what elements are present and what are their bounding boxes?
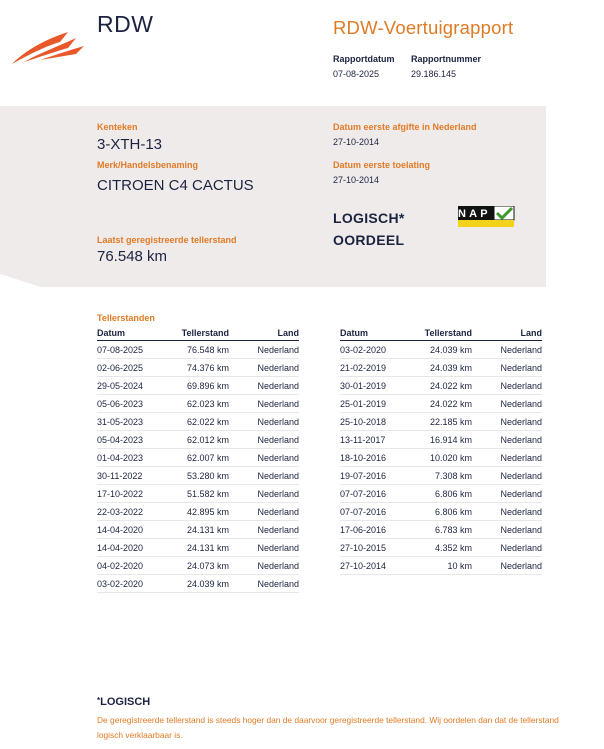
table-row <box>97 576 299 593</box>
vehicle-summary-band <box>0 106 546 287</box>
row-reading: 24.073 km <box>186 561 229 571</box>
row-reading: 4.352 km <box>434 543 472 553</box>
table-row <box>97 504 299 521</box>
row-country: Nederland <box>257 381 299 391</box>
row-country: Nederland <box>257 507 299 517</box>
table-row <box>97 360 299 377</box>
row-country: Nederland <box>500 453 542 463</box>
row-date: 07-08-2025 <box>97 345 144 355</box>
row-date: 04-02-2020 <box>97 561 144 571</box>
row-date: 27-10-2015 <box>340 543 387 553</box>
row-reading: 6.806 km <box>434 489 472 499</box>
footnote-title-text: LOGISCH <box>100 696 151 708</box>
row-country: Nederland <box>257 363 299 373</box>
table-row <box>340 360 542 377</box>
first-admission-label: Datum eerste toelating <box>333 160 431 170</box>
table-row <box>97 558 299 575</box>
row-date: 13-11-2017 <box>340 435 386 445</box>
row-country: Nederland <box>500 363 542 373</box>
readings-table-right <box>340 327 542 575</box>
nap-check-icon <box>458 206 516 228</box>
table-row <box>340 468 542 485</box>
row-reading: 16.914 km <box>429 435 472 445</box>
rdw-wing-logo-icon <box>10 26 86 68</box>
odometer-value: 76.548 km <box>97 248 168 265</box>
row-date: 30-01-2019 <box>340 381 387 391</box>
header-reading: Tellerstand <box>181 328 229 338</box>
row-date: 05-04-2023 <box>97 435 144 445</box>
row-reading: 42.895 km <box>186 507 229 517</box>
footnote-title <box>97 696 150 708</box>
table-row <box>97 378 299 395</box>
row-country: Nederland <box>500 345 542 355</box>
header-date: Datum <box>340 328 369 338</box>
table-row <box>340 396 542 413</box>
row-reading: 22.185 km <box>429 417 472 427</box>
row-reading: 24.039 km <box>429 363 472 373</box>
row-reading: 6.783 km <box>434 525 472 535</box>
readings-title: Tellerstanden <box>97 313 155 323</box>
row-reading: 53.280 km <box>186 471 229 481</box>
row-country: Nederland <box>257 417 299 427</box>
row-country: Nederland <box>500 489 542 499</box>
verdict-oordeel: OORDEEL <box>333 232 405 248</box>
header-reading: Tellerstand <box>424 328 472 338</box>
row-reading: 69.896 km <box>186 381 229 391</box>
report-number-value: 29.186.145 <box>411 69 457 79</box>
table-row <box>97 540 299 557</box>
footnote-text: De geregistreerde tellerstand is steeds hoger dan de daarvoor geregistreerde tellerstand. Wij oordelen dan dat de tellerstand logisch verklaarbaar is. <box>97 715 559 740</box>
table-row <box>340 342 542 359</box>
header-country: Land <box>277 328 299 338</box>
row-reading: 62.022 km <box>186 417 229 427</box>
row-date: 25-10-2018 <box>340 417 387 427</box>
row-country: Nederland <box>500 561 542 571</box>
row-country: Nederland <box>257 561 299 571</box>
nap-text: NAP <box>458 208 491 220</box>
table-row <box>340 504 542 521</box>
band-corner-cut <box>0 274 44 288</box>
table-row <box>97 486 299 503</box>
row-reading: 6.806 km <box>434 507 472 517</box>
row-reading: 62.012 km <box>186 435 229 445</box>
footnote-star: * <box>97 696 101 705</box>
row-date: 01-04-2023 <box>97 453 144 463</box>
report-number-label: Rapportnummer <box>411 54 482 64</box>
row-reading: 24.039 km <box>186 579 229 589</box>
table-row <box>340 414 542 431</box>
row-country: Nederland <box>500 543 542 553</box>
row-date: 29-05-2024 <box>97 381 144 391</box>
table-row <box>340 432 542 449</box>
verdict-logisch: LOGISCH* <box>333 210 405 226</box>
table-row <box>97 342 299 359</box>
plate-label: Kenteken <box>97 122 138 132</box>
row-reading: 24.039 km <box>429 345 472 355</box>
row-country: Nederland <box>500 399 542 409</box>
row-date: 18-10-2016 <box>340 453 387 463</box>
row-country: Nederland <box>500 381 542 391</box>
readings-table-left <box>97 327 299 593</box>
row-country: Nederland <box>500 471 542 481</box>
row-date: 17-06-2016 <box>340 525 387 535</box>
row-reading: 10.020 km <box>429 453 472 463</box>
row-country: Nederland <box>257 453 299 463</box>
first-issue-nl-value: 27-10-2014 <box>333 137 380 147</box>
table-row <box>340 540 542 557</box>
row-date: 05-06-2023 <box>97 399 144 409</box>
table-row <box>340 522 542 539</box>
row-date: 14-04-2020 <box>97 525 144 535</box>
first-admission-value: 27-10-2014 <box>333 175 380 185</box>
row-reading: 62.007 km <box>186 453 229 463</box>
row-country: Nederland <box>257 435 299 445</box>
table-row <box>340 486 542 503</box>
make-value: CITROEN C4 CACTUS <box>97 177 254 194</box>
row-date: 03-02-2020 <box>97 579 144 589</box>
report-date-label: Rapportdatum <box>333 54 395 64</box>
table-row <box>97 522 299 539</box>
row-date: 30-11-2022 <box>97 471 143 481</box>
row-date: 17-10-2022 <box>97 489 144 499</box>
row-country: Nederland <box>500 507 542 517</box>
row-reading: 24.022 km <box>429 381 472 391</box>
row-date: 07-07-2016 <box>340 489 387 499</box>
table-row <box>97 414 299 431</box>
row-date: 19-07-2016 <box>340 471 387 481</box>
header-date: Datum <box>97 328 126 338</box>
table-row <box>97 450 299 467</box>
row-reading: 24.131 km <box>186 543 229 553</box>
table-header <box>340 327 542 341</box>
row-date: 14-04-2020 <box>97 543 144 553</box>
brand-name: RDW <box>97 11 154 37</box>
row-reading: 24.022 km <box>429 399 472 409</box>
table-row <box>340 558 542 575</box>
row-country: Nederland <box>257 489 299 499</box>
header-country: Land <box>520 328 542 338</box>
row-country: Nederland <box>257 399 299 409</box>
row-reading: 7.308 km <box>434 471 472 481</box>
row-reading: 10 km <box>447 561 472 571</box>
row-reading: 51.582 km <box>186 489 229 499</box>
row-reading: 76.548 km <box>186 345 229 355</box>
make-label: Merk/Handelsbenaming <box>97 160 199 170</box>
row-country: Nederland <box>257 345 299 355</box>
row-reading: 24.131 km <box>186 525 229 535</box>
row-country: Nederland <box>257 543 299 553</box>
first-issue-nl-label: Datum eerste afgifte in Nederland <box>333 122 477 132</box>
report-title: RDW-Voertuigrapport <box>333 17 514 38</box>
report-date-value: 07-08-2025 <box>333 69 380 79</box>
row-country: Nederland <box>500 435 542 445</box>
row-country: Nederland <box>500 525 542 535</box>
table-row <box>97 468 299 485</box>
row-country: Nederland <box>500 417 542 427</box>
odometer-label: Laatst geregistreerde tellerstand <box>97 235 237 245</box>
table-row <box>340 450 542 467</box>
row-date: 07-07-2016 <box>340 507 387 517</box>
table-row <box>97 396 299 413</box>
row-reading: 62.023 km <box>186 399 229 409</box>
plate-value: 3-XTH-13 <box>97 136 163 153</box>
table-header <box>97 327 299 341</box>
row-country: Nederland <box>257 471 299 481</box>
row-date: 25-01-2019 <box>340 399 387 409</box>
row-date: 27-10-2014 <box>340 561 387 571</box>
table-row <box>97 432 299 449</box>
row-country: Nederland <box>257 525 299 535</box>
row-date: 02-06-2025 <box>97 363 144 373</box>
row-country: Nederland <box>257 579 299 589</box>
table-row <box>340 378 542 395</box>
row-date: 31-05-2023 <box>97 417 144 427</box>
row-date: 21-02-2019 <box>340 363 387 373</box>
row-date: 22-03-2022 <box>97 507 144 517</box>
row-date: 03-02-2020 <box>340 345 387 355</box>
row-reading: 74.376 km <box>186 363 229 373</box>
